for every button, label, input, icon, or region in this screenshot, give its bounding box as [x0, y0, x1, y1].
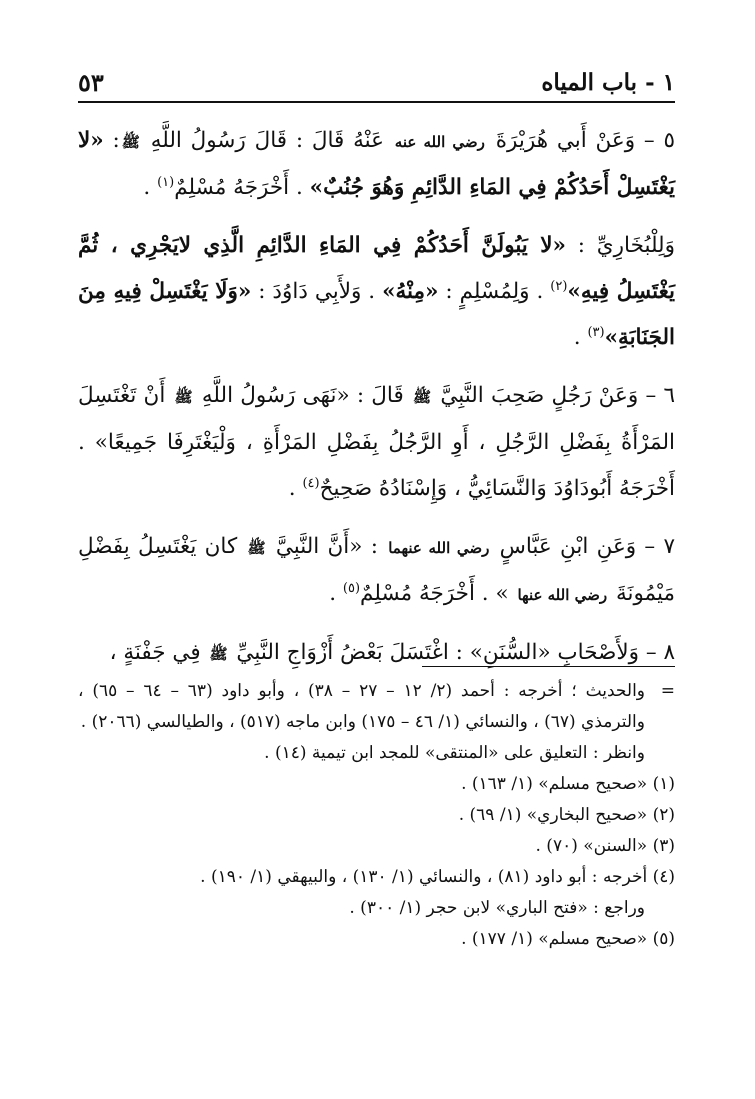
main-text	[78, 118, 675, 689]
hadith-5-takhrij: . أَخْرَجَهُ مُسْلِمٌ	[174, 175, 303, 200]
honorific-ra: رضي الله عنها	[517, 586, 608, 604]
footnote-4-see: وراجع : «فتح الباري» لابن حجر (١/ ٣٠٠) .	[349, 898, 645, 918]
footnote-ref-1[interactable]: (١)	[157, 174, 175, 190]
chapter-title: ١ - باب المياه	[541, 69, 675, 96]
honorific-saw: ﷺ	[412, 388, 432, 406]
muslim-quote: «مِنْهُ»	[382, 279, 439, 304]
footnote-continuation	[78, 676, 675, 738]
footnote-continuation-text: والحديث ؛ أخرجه : أحمد (٢/ ١٢ – ٢٧ – ٣٨) ، وأبو داود (٦٣ – ٦٤ – ٦٥) ، والترمذي (٦٧) ، والنسائي (١/ ٤٦ – ١٧٥) وابن ماجه (٥١٧) ، والطيالسي (٢٠٦٦) .	[78, 681, 645, 732]
continuation-marker: =	[660, 681, 675, 701]
footnote-ref-3[interactable]: (٣)	[587, 324, 605, 340]
honorific-saw: ﷺ	[121, 133, 140, 151]
honorific-ra: رضي الله عنهما	[388, 539, 490, 557]
honorific-saw: ﷺ	[174, 388, 193, 406]
page-header	[78, 62, 675, 98]
hadith-7-intro: ٧ – وَعَنِ ابْنِ عَبَّاسٍ	[499, 534, 675, 559]
footnotes	[78, 676, 675, 955]
footnote-ref-5[interactable]: (٥)	[342, 580, 361, 596]
footnote-rule	[422, 666, 675, 667]
honorific-ra: رضي الله عنه	[394, 133, 485, 151]
hadith-6-text: أَنْ تَغْتَسِلَ المَرْأَةُ بِفَضْلِ الرَّجُلِ ، أَوِ الرَّجُلُ بِفَضْلِ المَرْأَةِ ، وَلْيَغْتَرِفَا جَمِيعًا» . أَخْرَجَهُ أَبُودَاوُدَ وَالنَّسَائِيُّ ، وَإِسْنَادُهُ صَحِيحٌ	[78, 383, 675, 501]
bukhari-intro: وَلِلْبُخَارِيِّ :	[577, 233, 675, 258]
hadith-8-text: اغْتَسَلَ بَعْضُ أَزْوَاجِ النَّبِيِّ	[236, 640, 449, 665]
hadith-8-intro: ٨ – وَلأَصْحَابِ «السُّنَنِ» :	[455, 640, 675, 665]
hadith-6-said: قَالَ : «نَهَى رَسُولُ اللَّهِ	[201, 383, 404, 408]
bukhari-quote: «لا يَبُولَنَّ أَحَدُكُمْ فِي المَاءِ الدَّائِمِ الَّذِي لايَجْرِي ، ثُمَّ يَغْتَسِلُ فِيهِ»	[78, 233, 676, 304]
abu-dawud-quote: «وَلَا يَغْتَسِلْ فِيهِ مِنَ الجَنَابَةِ»	[78, 279, 675, 350]
bukhari-end: .	[573, 325, 581, 350]
muslim-intro: . وَلِمُسْلِمٍ :	[445, 279, 544, 304]
hadith-7-said: : «أَنَّ النَّبِيَّ	[275, 534, 378, 559]
hadith-8	[78, 630, 675, 677]
header-rule	[78, 101, 675, 103]
footnote-see-also: وانظر : التعليق على «المنتقى» للمجد ابن تيمية (١٤) .	[264, 743, 645, 763]
footnote-4: (٤) أخرجه : أبو داود (٨١) ، والنسائي (١/ ١٣٠) ، والبيهقي (١/ ١٩٠) .	[200, 867, 675, 887]
hadith-5	[78, 118, 675, 211]
footnote-ref-4[interactable]: (٤)	[302, 475, 320, 491]
hadith-6-end: .	[288, 476, 296, 501]
hadith-7-takhrij: » . أَخْرَجَهُ مُسْلِمٌ	[360, 581, 509, 606]
honorific-saw: ﷺ	[247, 539, 266, 557]
footnote-5: (٥) «صحيح مسلم» (١/ ١٧٧) .	[461, 929, 675, 949]
hadith-5-intro: ٥ – وَعَنْ أَبي هُرَيْرَةَ	[495, 128, 676, 153]
hadith-6	[78, 373, 675, 512]
hadith-7-end: .	[329, 581, 337, 606]
hadith-7-text: كان يَغْتَسِلُ بِفَضْلِ مَيْمُونَةَ	[78, 534, 675, 606]
hadith-7	[78, 524, 675, 618]
hadith-5-end: .	[143, 175, 151, 200]
footnote-ref-2[interactable]: (٢)	[550, 278, 568, 294]
footnote-1: (١) «صحيح مسلم» (١/ ١٦٣) .	[461, 774, 675, 794]
page-number: ٥٣	[78, 68, 104, 97]
bukhari-narration	[78, 223, 675, 361]
footnote-3: (٣) «السنن» (٧٠) .	[535, 836, 675, 856]
hadith-8-text-2: فِي جَفْنَةٍ ،	[109, 640, 201, 665]
hadith-5-quote: «لا يَغْتَسِلْ أَحَدُكُمْ فِي المَاءِ الدَّائِمِ وَهُوَ جُنُبٌ»	[78, 128, 675, 200]
hadith-6-intro: ٦ – وَعَنْ رَجُلٍ صَحِبَ النَّبِيَّ	[440, 383, 675, 408]
hadith-5-said: عَنْهُ قَالَ : قَالَ رَسُولُ اللَّهِ	[150, 128, 384, 153]
footnote-2: (٢) «صحيح البخاري» (١/ ٦٩) .	[458, 805, 675, 825]
honorific-saw: ﷺ	[209, 645, 228, 663]
abu-dawud-intro: . وَلأَبِي دَاوُدَ :	[258, 279, 376, 304]
colon: :	[112, 128, 120, 153]
